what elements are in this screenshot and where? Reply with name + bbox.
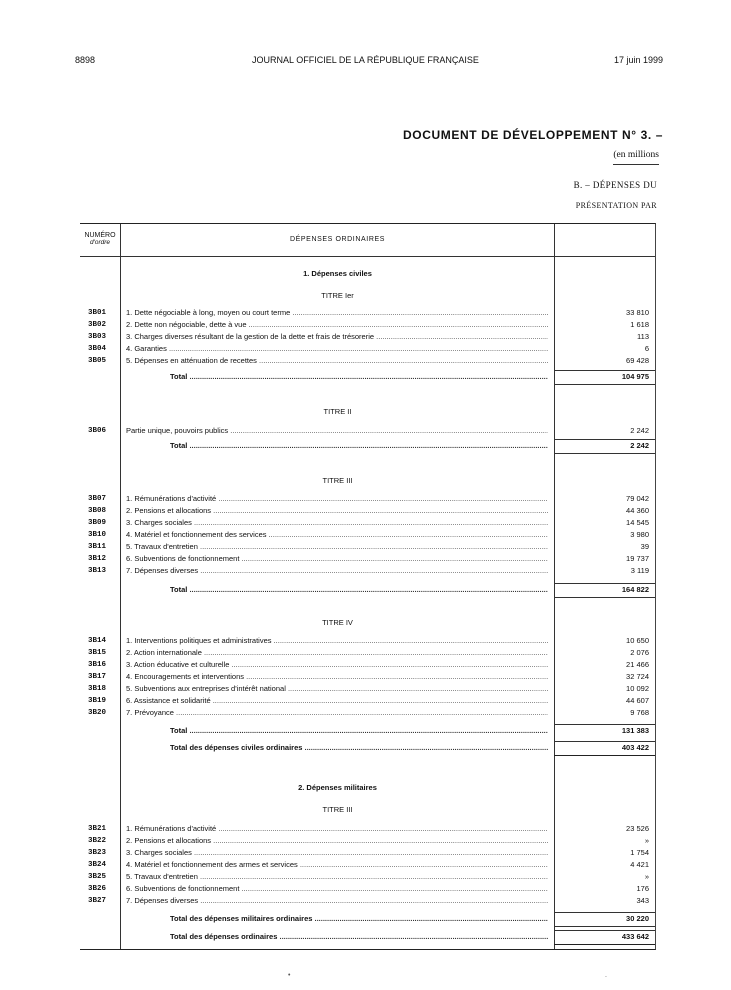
row-value: 2 242	[630, 426, 649, 435]
row-value: 10 092	[626, 684, 649, 693]
row-label: 4. Encouragements et interventions .....	[126, 672, 548, 682]
row-label: 2. Action internationale .....	[126, 648, 548, 658]
row-value: 4 421	[630, 860, 649, 869]
total-value: 131 383	[621, 726, 649, 735]
column-divider	[120, 224, 121, 949]
presentation-heading: PRÉSENTATION PAR	[575, 201, 657, 210]
row-code: 3B20	[88, 709, 107, 717]
total-value: 433 642	[621, 932, 649, 941]
total-rule	[554, 453, 655, 454]
row-label: 3. Action éducative et culturelle .....	[126, 660, 548, 670]
total-rule	[554, 597, 655, 598]
total-value: 30 220	[626, 914, 649, 923]
row-label: 5. Travaux d'entretien .....	[126, 872, 548, 882]
row-value: 3 119	[630, 566, 649, 575]
row-value: 23 526	[626, 824, 649, 833]
row-value: 39	[640, 542, 649, 551]
row-label: 5. Travaux d'entretien .....	[126, 542, 548, 552]
row-code: 3B25	[88, 873, 107, 881]
row-code: 3B05	[88, 357, 107, 365]
total-value: 104 975	[621, 372, 649, 381]
titre-heading: TITRE II	[323, 407, 352, 416]
row-code: 3B15	[88, 649, 107, 657]
row-label: 7. Dépenses diverses .....	[126, 896, 548, 906]
row-label: 4. Matériel et fonctionnement des armes et services .....	[126, 860, 548, 870]
row-code: 3B10	[88, 531, 107, 539]
document-title: DOCUMENT DE DÉVELOPPEMENT N° 3. –	[403, 128, 663, 142]
column-divider	[554, 224, 555, 949]
expenditure-table	[80, 223, 656, 950]
titre-heading: TITRE IV	[322, 618, 353, 627]
row-label: 7. Prévoyance .....	[126, 708, 548, 718]
row-code: 3B06	[88, 427, 107, 435]
titre-heading: TITRE Ier	[321, 291, 354, 300]
row-label: 2. Dette non négociable, dette à vue .....	[126, 320, 548, 330]
row-value: 69 428	[626, 356, 649, 365]
row-code: 3B16	[88, 661, 107, 669]
row-code: 3B11	[88, 543, 107, 551]
row-value: 10 650	[626, 636, 649, 645]
row-code: 3B21	[88, 825, 107, 833]
row-code: 3B03	[88, 333, 107, 341]
row-value: 14 545	[626, 518, 649, 527]
row-value: 79 042	[626, 494, 649, 503]
row-label: 4. Garanties .....	[126, 344, 548, 354]
row-label: 6. Subventions de fonctionnement .....	[126, 554, 548, 564]
total-rule	[554, 724, 655, 725]
row-label: 3. Charges sociales .....	[126, 518, 548, 528]
row-value: »	[644, 836, 649, 845]
row-code: 3B22	[88, 837, 107, 845]
total-rule	[554, 930, 655, 931]
row-code: 3B26	[88, 885, 107, 893]
row-label: 5. Dépenses en atténuation de recettes .....	[126, 356, 548, 366]
row-code: 3B12	[88, 555, 107, 563]
total-value: 403 422	[621, 743, 649, 752]
row-label: 3. Charges diverses résultant de la gestion de la dette et frais de trésorerie .....	[126, 332, 548, 342]
total-value: 164 822	[621, 585, 649, 594]
row-code: 3B24	[88, 861, 107, 869]
row-code: 3B01	[88, 309, 107, 317]
row-value: 2 076	[630, 648, 649, 657]
total-label: Total .....	[170, 726, 548, 736]
titre-heading: TITRE III	[322, 476, 353, 485]
titre-heading: TITRE III	[322, 805, 353, 814]
row-value: 21 466	[626, 660, 649, 669]
row-code: 3B14	[88, 637, 107, 645]
total-label: Total des dépenses civiles ordinaires .....	[170, 743, 548, 753]
header-depenses: DÉPENSES ORDINAIRES	[289, 236, 386, 243]
header-numero: NUMÉRO	[84, 232, 116, 239]
total-value: 2 242	[630, 441, 649, 450]
publication-date: 17 juin 1999	[613, 55, 663, 65]
row-label: 3. Charges sociales .....	[126, 848, 548, 858]
row-label: 7. Dépenses diverses .....	[126, 566, 548, 576]
total-label: Total .....	[170, 441, 548, 451]
row-code: 3B19	[88, 697, 107, 705]
section-civil-title: 1. Dépenses civiles	[303, 269, 372, 278]
total-label: Total .....	[170, 585, 548, 595]
row-value: 44 360	[626, 506, 649, 515]
row-code: 3B07	[88, 495, 107, 503]
total-rule	[554, 741, 655, 742]
row-value: 1 618	[630, 320, 649, 329]
row-code: 3B04	[88, 345, 107, 353]
row-value: »	[644, 872, 649, 881]
row-code: 3B18	[88, 685, 107, 693]
row-code: 3B17	[88, 673, 107, 681]
row-code: 3B08	[88, 507, 107, 515]
row-value: 1 754	[630, 848, 649, 857]
total-rule	[554, 370, 655, 371]
total-label: Total .....	[170, 372, 548, 382]
total-rule	[554, 944, 655, 945]
section-military-title: 2. Dépenses militaires	[298, 783, 377, 792]
row-label: 1. Rémunérations d'activité .....	[126, 824, 548, 834]
row-value: 33 810	[626, 308, 649, 317]
row-code: 3B13	[88, 567, 107, 575]
row-code: 3B23	[88, 849, 107, 857]
total-rule	[554, 755, 655, 756]
header-separator	[80, 256, 655, 257]
row-value: 32 724	[626, 672, 649, 681]
section-heading: B. – DÉPENSES DU	[573, 180, 657, 190]
row-value: 176	[636, 884, 649, 893]
row-code: 3B02	[88, 321, 107, 329]
row-label: Partie unique, pouvoirs publics .....	[126, 426, 548, 436]
row-label: 1. Dette négociable à long, moyen ou court terme .....	[126, 308, 548, 318]
footer-mark: .	[605, 972, 607, 979]
row-label: 6. Assistance et solidarité .....	[126, 696, 548, 706]
row-value: 113	[637, 332, 649, 341]
total-label: Total des dépenses ordinaires .....	[170, 932, 548, 942]
row-value: 343	[636, 896, 649, 905]
header-ordre: d'ordre	[89, 239, 111, 246]
total-label: Total des dépenses militaires ordinaires .....	[170, 914, 548, 924]
row-value: 19 737	[626, 554, 649, 563]
row-label: 5. Subventions aux entreprises d'intérêt national .....	[126, 684, 548, 694]
row-code: 3B09	[88, 519, 107, 527]
row-value: 6	[644, 344, 649, 353]
row-label: 2. Pensions et allocations .....	[126, 506, 548, 516]
total-rule	[554, 439, 655, 440]
journal-title: JOURNAL OFFICIEL DE LA RÉPUBLIQUE FRANÇAISE	[252, 55, 479, 65]
total-rule	[554, 912, 655, 913]
row-value: 3 980	[630, 530, 649, 539]
row-value: 44 607	[626, 696, 649, 705]
total-rule	[554, 384, 655, 385]
row-code: 3B27	[88, 897, 107, 905]
page-number: 8898	[75, 55, 96, 65]
unit-note: (en millions	[613, 150, 659, 165]
row-label: 4. Matériel et fonctionnement des services .....	[126, 530, 548, 540]
row-value: 9 768	[630, 708, 649, 717]
row-label: 2. Pensions et allocations .....	[126, 836, 548, 846]
row-label: 1. Rémunérations d'activité .....	[126, 494, 548, 504]
total-rule	[554, 583, 655, 584]
row-label: 1. Interventions politiques et administratives .....	[126, 636, 548, 646]
row-label: 6. Subventions de fonctionnement .....	[126, 884, 548, 894]
total-rule	[554, 926, 655, 927]
footer-mark: •	[288, 972, 291, 979]
